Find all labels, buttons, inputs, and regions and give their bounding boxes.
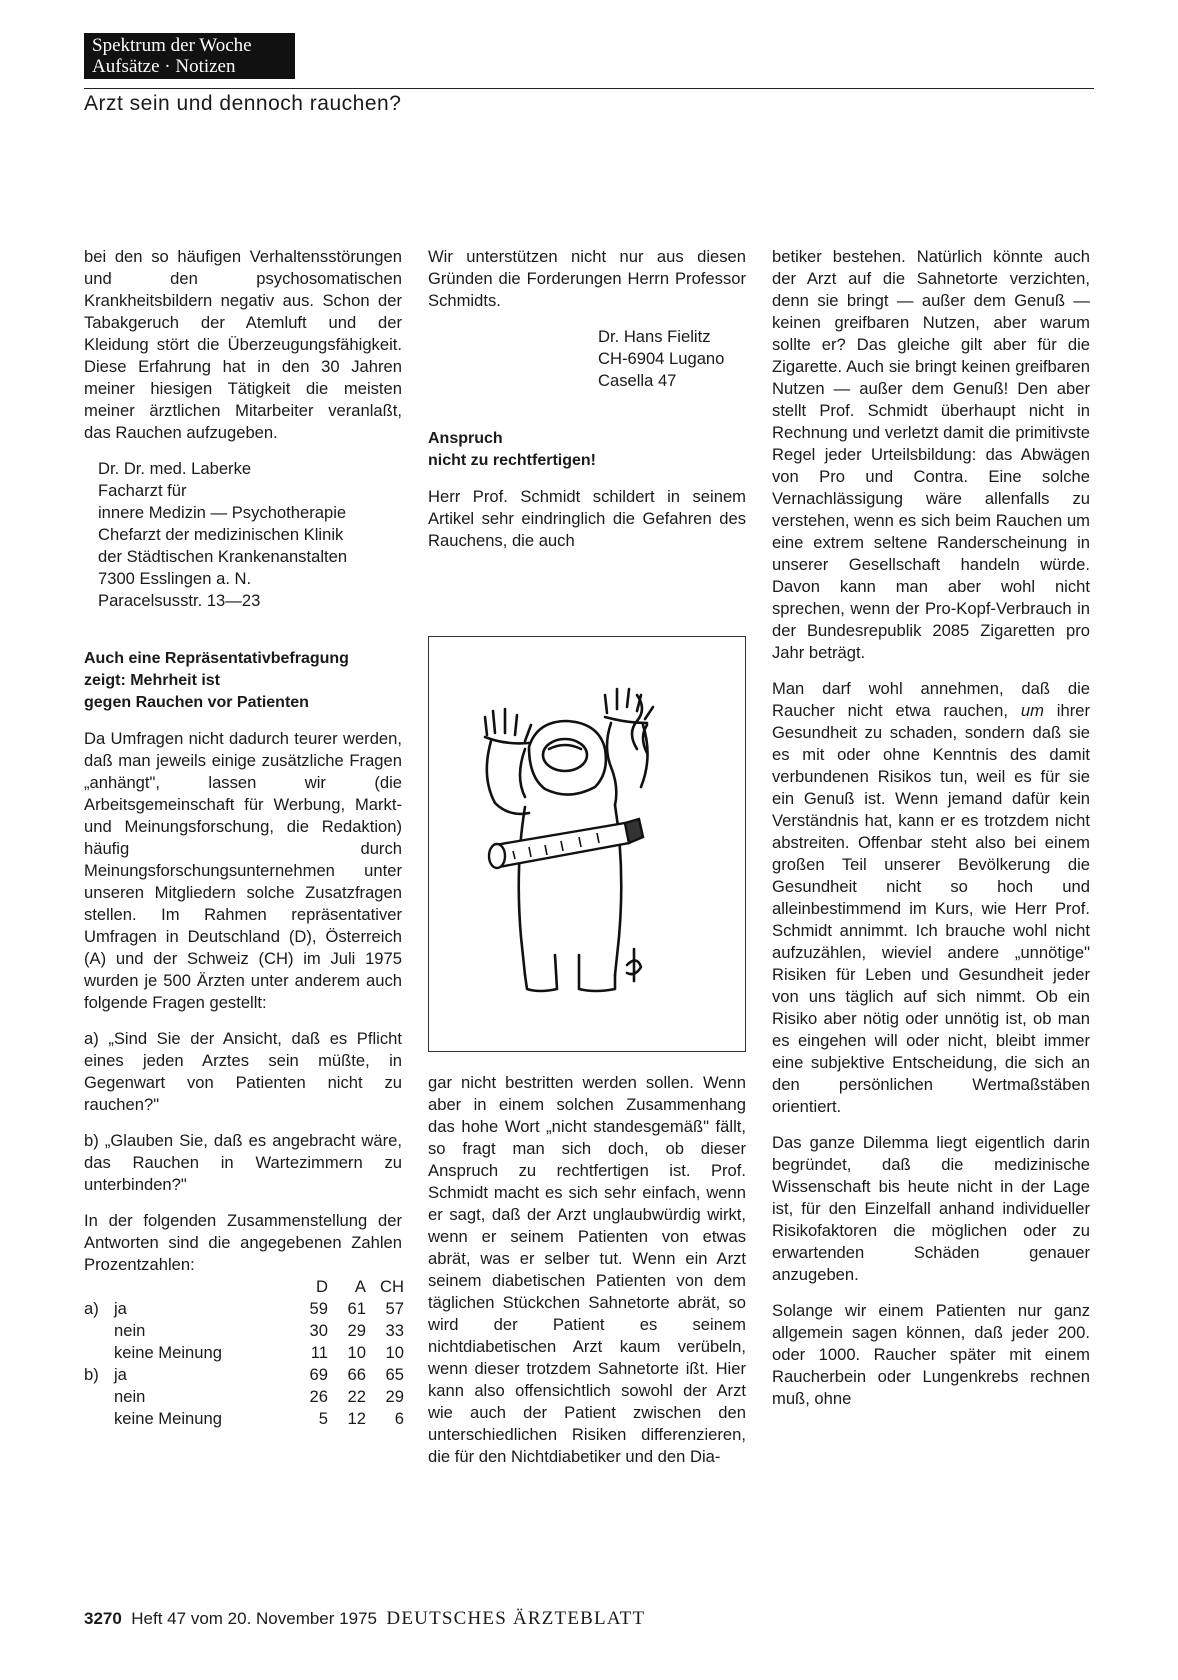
row-label: keine Meinung	[114, 1409, 222, 1428]
page-footer	[84, 1608, 645, 1630]
page-number: 3270	[84, 1609, 122, 1628]
column-1	[84, 246, 402, 1430]
row-label: ja	[114, 1365, 127, 1384]
table-row	[84, 1320, 404, 1342]
heading-line: Anspruch	[428, 430, 503, 447]
table-cell: 59	[309, 1299, 328, 1318]
row-group	[84, 1342, 114, 1364]
row-label: nein	[114, 1387, 146, 1406]
text-run: Man darf wohl annehmen, daß die Raucher nicht etwa rauchen,	[772, 679, 1090, 720]
signature-line: innere Medizin — Psychotherapie	[98, 503, 347, 522]
table-cell: 29	[347, 1321, 366, 1340]
column-3	[772, 246, 1090, 1410]
table-cell: 5	[318, 1409, 328, 1428]
cartoon-figure	[428, 636, 746, 1052]
column-2-bottom	[428, 1072, 746, 1468]
issue-info: Heft 47 vom 20. November 1975	[131, 1609, 377, 1628]
row-label: ja	[114, 1299, 127, 1318]
page-headline: Arzt sein und dennoch rauchen?	[84, 92, 402, 115]
table-cell: 69	[309, 1365, 328, 1384]
column-3-paragraph-1: betiker bestehen. Natürlich könnte auch der Arzt auf die Sahnetorte verzichten, denn sie bringt — außer dem Genuß — keinen greifbaren Nutzen, aber warum sollte er? Das gleiche gilt aber für die Zigarette. Auch sie bringt keinen greifbaren Nutzen — außer dem Genuß! Den aber stellt Prof. Schmidt überhaupt nicht in Rechnung und verletzt damit die primitivste Regel jeder Urteilsbildung: das Abwägen von Pro und Contra. Eine solche Vernachlässigung wäre allenfalls zu verstehen, wenn es sich beim Rauchen um eine extrem seltene Randerscheinung in unserer Gesellschaft handeln würde. Davon kann man aber wohl nicht sprechen, wenn der Pro-Kopf-Verbrauch in der Bundesrepublik 2085 Zigaretten pro Jahr beträgt.	[772, 247, 1090, 662]
table-cell: 61	[347, 1299, 366, 1318]
table-cell: 33	[385, 1321, 404, 1340]
table-cell: 12	[347, 1409, 366, 1428]
column-header: CH	[380, 1277, 404, 1296]
section-heading-claim	[428, 428, 746, 472]
column-1-paragraph-3: In der folgenden Zusammenstellung der Antworten sind die angegebenen Zahlen Prozentzahlen:	[84, 1211, 402, 1274]
smoking-man-illustration	[429, 637, 744, 1050]
question-a: a) „Sind Sie der Ansicht, daß es Pflicht eines jeden Arztes sein müßte, in Gegenwart von Patienten nicht zu rauchen?"	[84, 1029, 402, 1114]
question-b: b) „Glauben Sie, daß es angebracht wäre, das Rauchen in Wartezimmern zu unterbinden?"	[84, 1131, 402, 1194]
emphasis: um	[1020, 701, 1044, 720]
header-rule	[84, 88, 1094, 89]
table-row	[84, 1386, 404, 1408]
row-group	[84, 1408, 114, 1430]
signature-line: 7300 Esslingen a. N.	[98, 569, 252, 588]
column-2-paragraph-2: Herr Prof. Schmidt schildert in seinem Artikel sehr eindringlich die Gefahren des Rauchens, die auch	[428, 487, 746, 550]
section-label-line2: Aufsätze · Notizen	[92, 56, 236, 77]
table-cell: 29	[385, 1387, 404, 1406]
table-header-row	[84, 1276, 404, 1298]
table-row	[84, 1342, 404, 1364]
signature-line: Casella 47	[598, 371, 677, 390]
column-3-paragraph-3: Das ganze Dilemma liegt eigentlich darin begründet, daß die medizinische Wissenschaft bis heute nicht in der Lage ist, für den Einzelfall anhand individueller Risikofaktoren die möglichen oder zu erwartenden Schäden genauer anzugeben.	[772, 1133, 1090, 1284]
row-group	[84, 1386, 114, 1408]
row-label: keine Meinung	[114, 1343, 222, 1362]
column-header: D	[316, 1277, 328, 1296]
section-badge	[84, 33, 295, 79]
heading-line: nicht zu rechtfertigen!	[428, 452, 597, 469]
table-cell: 66	[347, 1365, 366, 1384]
column-3-paragraph-4: Solange wir einem Patienten nur ganz allgemein sagen können, daß jeder 200. oder 1000. Raucher später mit einem Raucherbein oder Lungenkrebs rechnen muß, ohne	[772, 1301, 1090, 1408]
signature-line: Dr. Hans Fielitz	[598, 327, 711, 346]
table-cell: 30	[309, 1321, 328, 1340]
column-header: A	[354, 1277, 366, 1296]
signature-line: Chefarzt der medizinischen Klinik	[98, 525, 344, 544]
table-row	[84, 1408, 404, 1430]
column-2-paragraph-1: Wir unterstützen nicht nur aus diesen Gründen die Forderungen Herrn Professor Schmidts.	[428, 247, 746, 310]
text-run: ihrer Gesundheit zu schaden, sondern daß sie es mit oder ohne Kenntnis des damit verbundenen Risikos tun, weil es für sie ein Genuß ist. Wenn jemand dafür kein Verständnis hat, kann er es trotzdem nicht abstreiten. Offenbar steht also bei einem großen Teil unserer Bevölkerung die Gesundheit nicht so hoch und alleinbestimmend im Kurs, wie Herr Prof. Schmidt annimmt. Ich brauche wohl nicht aufzuzählen, wieviel andere „unnötige" Risiken für Leben und Gesundheit jeder von uns täglich auf sich nimmt. Ob ein Risiko aber nötig oder unnötig ist, ob man es eingehen will oder nicht, bleibt immer eine subjektive Entscheidung, die sich an den persönlichen Wertmaßstäben orientiert.	[772, 701, 1090, 1116]
table-cell: 57	[385, 1299, 404, 1318]
signature-line: Dr. Dr. med. Laberke	[98, 459, 252, 478]
signature-fielitz	[428, 326, 746, 392]
signature-line: CH-6904 Lugano	[598, 349, 725, 368]
signature-laberke	[84, 458, 402, 612]
table-cell: 11	[310, 1343, 328, 1362]
column-3-paragraph-2	[772, 678, 1090, 1118]
row-group	[84, 1320, 114, 1342]
row-group: b)	[84, 1365, 99, 1384]
table-cell: 10	[347, 1343, 366, 1362]
column-1-paragraph-2: Da Umfragen nicht dadurch teurer werden, daß man jeweils einige zusätzliche Fragen „anhängt", lassen wir (die Arbeitsgemeinschaft für Werbung, Markt- und Meinungsforschung, die Redaktion) häufig durch Meinungsforschungsunternehmen unter unseren Mitgliedern solche Zusatzfragen stellen. Im Rahmen repräsentativer Umfragen in Deutschland (D), Österreich (A) und der Schweiz (CH) im Juli 1975 wurden je 500 Ärzten unter anderem auch folgende Fragen gestellt:	[84, 729, 402, 1012]
column-2-top	[428, 246, 746, 552]
section-label-line1: Spektrum der Woche	[92, 35, 252, 56]
heading-line: gegen Rauchen vor Patienten	[84, 694, 309, 711]
heading-line: Auch eine Repräsentativbefragung	[84, 650, 349, 667]
masthead: DEUTSCHES ÄRZTEBLATT	[386, 1608, 646, 1629]
row-group: a)	[84, 1299, 99, 1318]
row-label: nein	[114, 1321, 146, 1340]
table-cell: 6	[394, 1409, 404, 1428]
table-row	[84, 1364, 404, 1386]
table-cell: 65	[385, 1365, 404, 1384]
table-cell: 22	[347, 1387, 366, 1406]
signature-line: Paracelsusstr. 13—23	[98, 591, 261, 610]
table-cell: 10	[385, 1343, 404, 1362]
signature-line: Facharzt für	[98, 481, 187, 500]
table-cell: 26	[309, 1387, 328, 1406]
section-heading-survey	[84, 648, 402, 714]
column-1-paragraph-1: bei den so häufigen Verhaltensstörungen und den psychosomatischen Krankheitsbildern negativ aus. Schon der Tabakgeruch der Atemluft und der Kleidung stört die Überzeugungsfähigkeit. Diese Erfahrung hat in den 30 Jahren meiner hiesigen Tätigkeit die meisten meiner ärztlichen Mitarbeiter veranlaßt, das Rauchen aufzugeben.	[84, 247, 402, 442]
column-2-paragraph-3: gar nicht bestritten werden sollen. Wenn aber in einem solchen Zusammenhang das hohe Wort „nicht standesgemäß" fällt, so fragt man sich doch, ob dieser Anspruch zu rechtfertigen ist. Prof. Schmidt macht es sich sehr einfach, wenn er sagt, daß der Arzt unglaubwürdig wirkt, wenn er seinem Patienten von etwas abrät, was er selber tut. Wenn ein Arzt seinem diabetischen Patienten von dem täglichen Stückchen Sahnetorte abrät, so wird der Patient es seinem nichtdiabetischen Arzt kaum verübeln, wenn dieser trotzdem Sahnetorte ißt. Hier kann also offensichtlich sowohl der Arzt wie auch der Patient zwischen den unterschiedlichen Risiken differenzieren, die für den Nichtdiabetiker und den Dia-	[428, 1073, 746, 1466]
results-table	[84, 1276, 404, 1430]
heading-line: zeigt: Mehrheit ist	[84, 672, 221, 689]
table-row	[84, 1298, 404, 1320]
signature-line: der Städtischen Krankenanstalten	[98, 547, 348, 566]
